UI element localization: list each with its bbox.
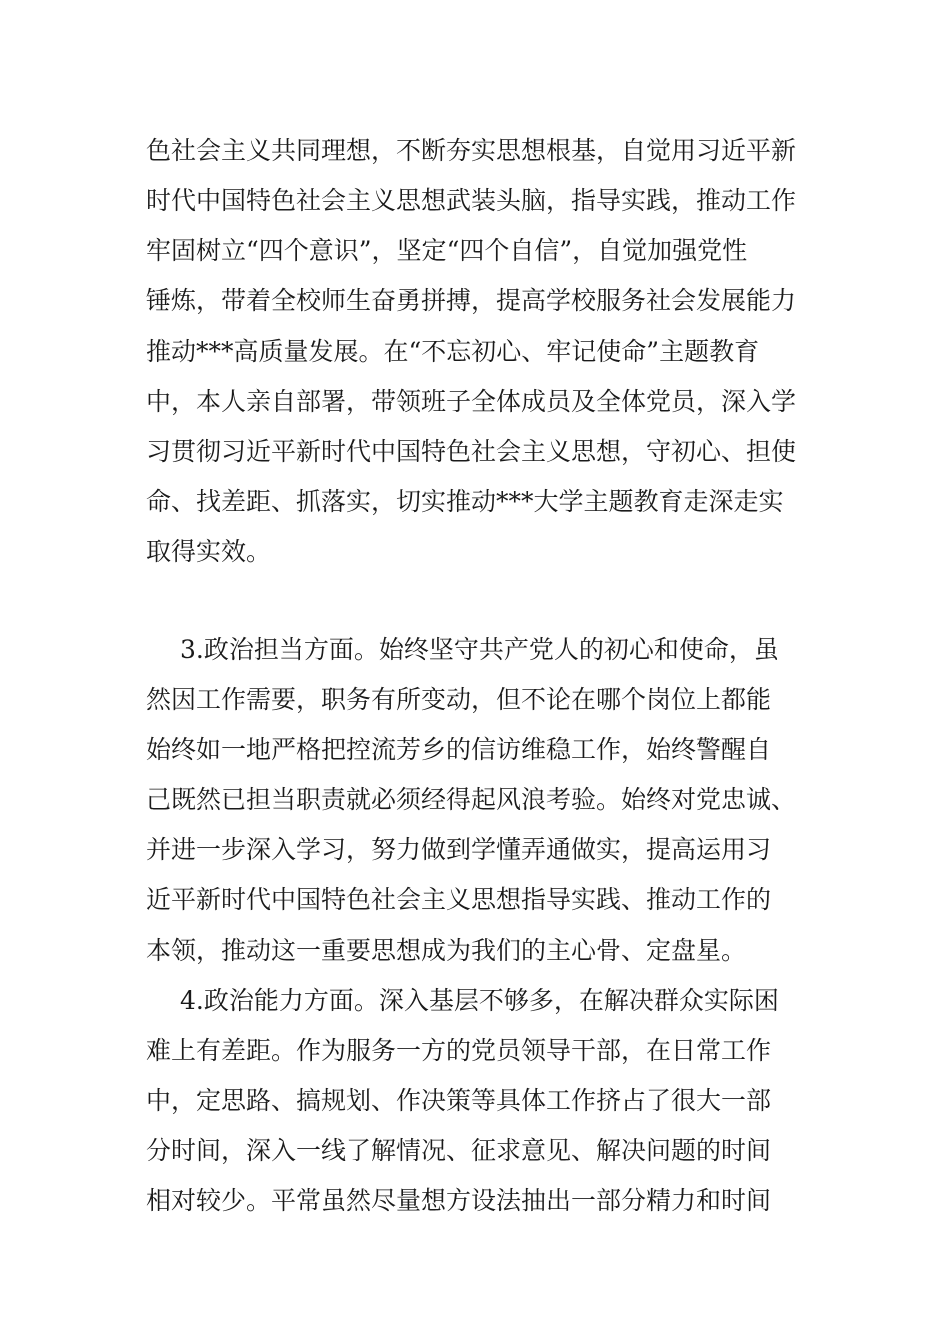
text-line: 命、找差距、抓落实，切实推动***大学主题教育走深走实 [146,487,784,516]
text-line: 相对较少。平常虽然尽量想方设法抽出一部分精力和时间 [146,1186,772,1215]
text-line: 始终如一地严格把控流芳乡的信访维稳工作，始终警醒自 [146,735,772,764]
text-line: 本领，推动这一重要思想成为我们的主心骨、定盘星。 [146,936,747,965]
text-line: 习贯彻习近平新时代中国特色社会主义思想，守初心、担使 [146,437,797,466]
text-line: 锤炼，带着全校师生奋勇拼搏，提高学校服务社会发展能力 [146,286,797,315]
text-line: 推动***高质量发展。在“不忘初心、牢记使命”主题教育 [146,337,760,366]
text-line: 并进一步深入学习，努力做到学懂弄通做实，提高运用习 [146,835,772,864]
text-line: 己既然已担当职责就必须经得起风浪考验。始终对党忠诚、 [146,785,797,814]
text-line: 色社会主义共同理想，不断夯实思想根基，自觉用习近平新 [146,136,797,165]
text-line: 时代中国特色社会主义思想武装头脑，指导实践，推动工作 [146,186,797,215]
text-line: 中，本人亲自部署，带领班子全体成员及全体党员，深入学 [146,387,797,416]
text-line: 3.政治担当方面。始终坚守共产党人的初心和使命，虽 [180,635,779,664]
text-line: 分时间，深入一线了解情况、征求意见、解决问题的时间 [146,1136,772,1165]
text-line: 取得实效。 [146,537,272,566]
text-line: 近平新时代中国特色社会主义思想指导实践、推动工作的 [146,885,772,914]
text-line: 难上有差距。作为服务一方的党员领导干部，在日常工作 [146,1036,772,1065]
text-line: 中，定思路、搞规划、作决策等具体工作挤占了很大一部 [146,1086,772,1115]
text-line: 然因工作需要，职务有所变动，但不论在哪个岗位上都能 [146,685,772,714]
text-line: 牢固树立“四个意识”，坚定“四个自信”，自觉加强党性 [146,236,748,265]
text-line: 4.政治能力方面。深入基层不够多，在解决群众实际困 [180,986,779,1015]
